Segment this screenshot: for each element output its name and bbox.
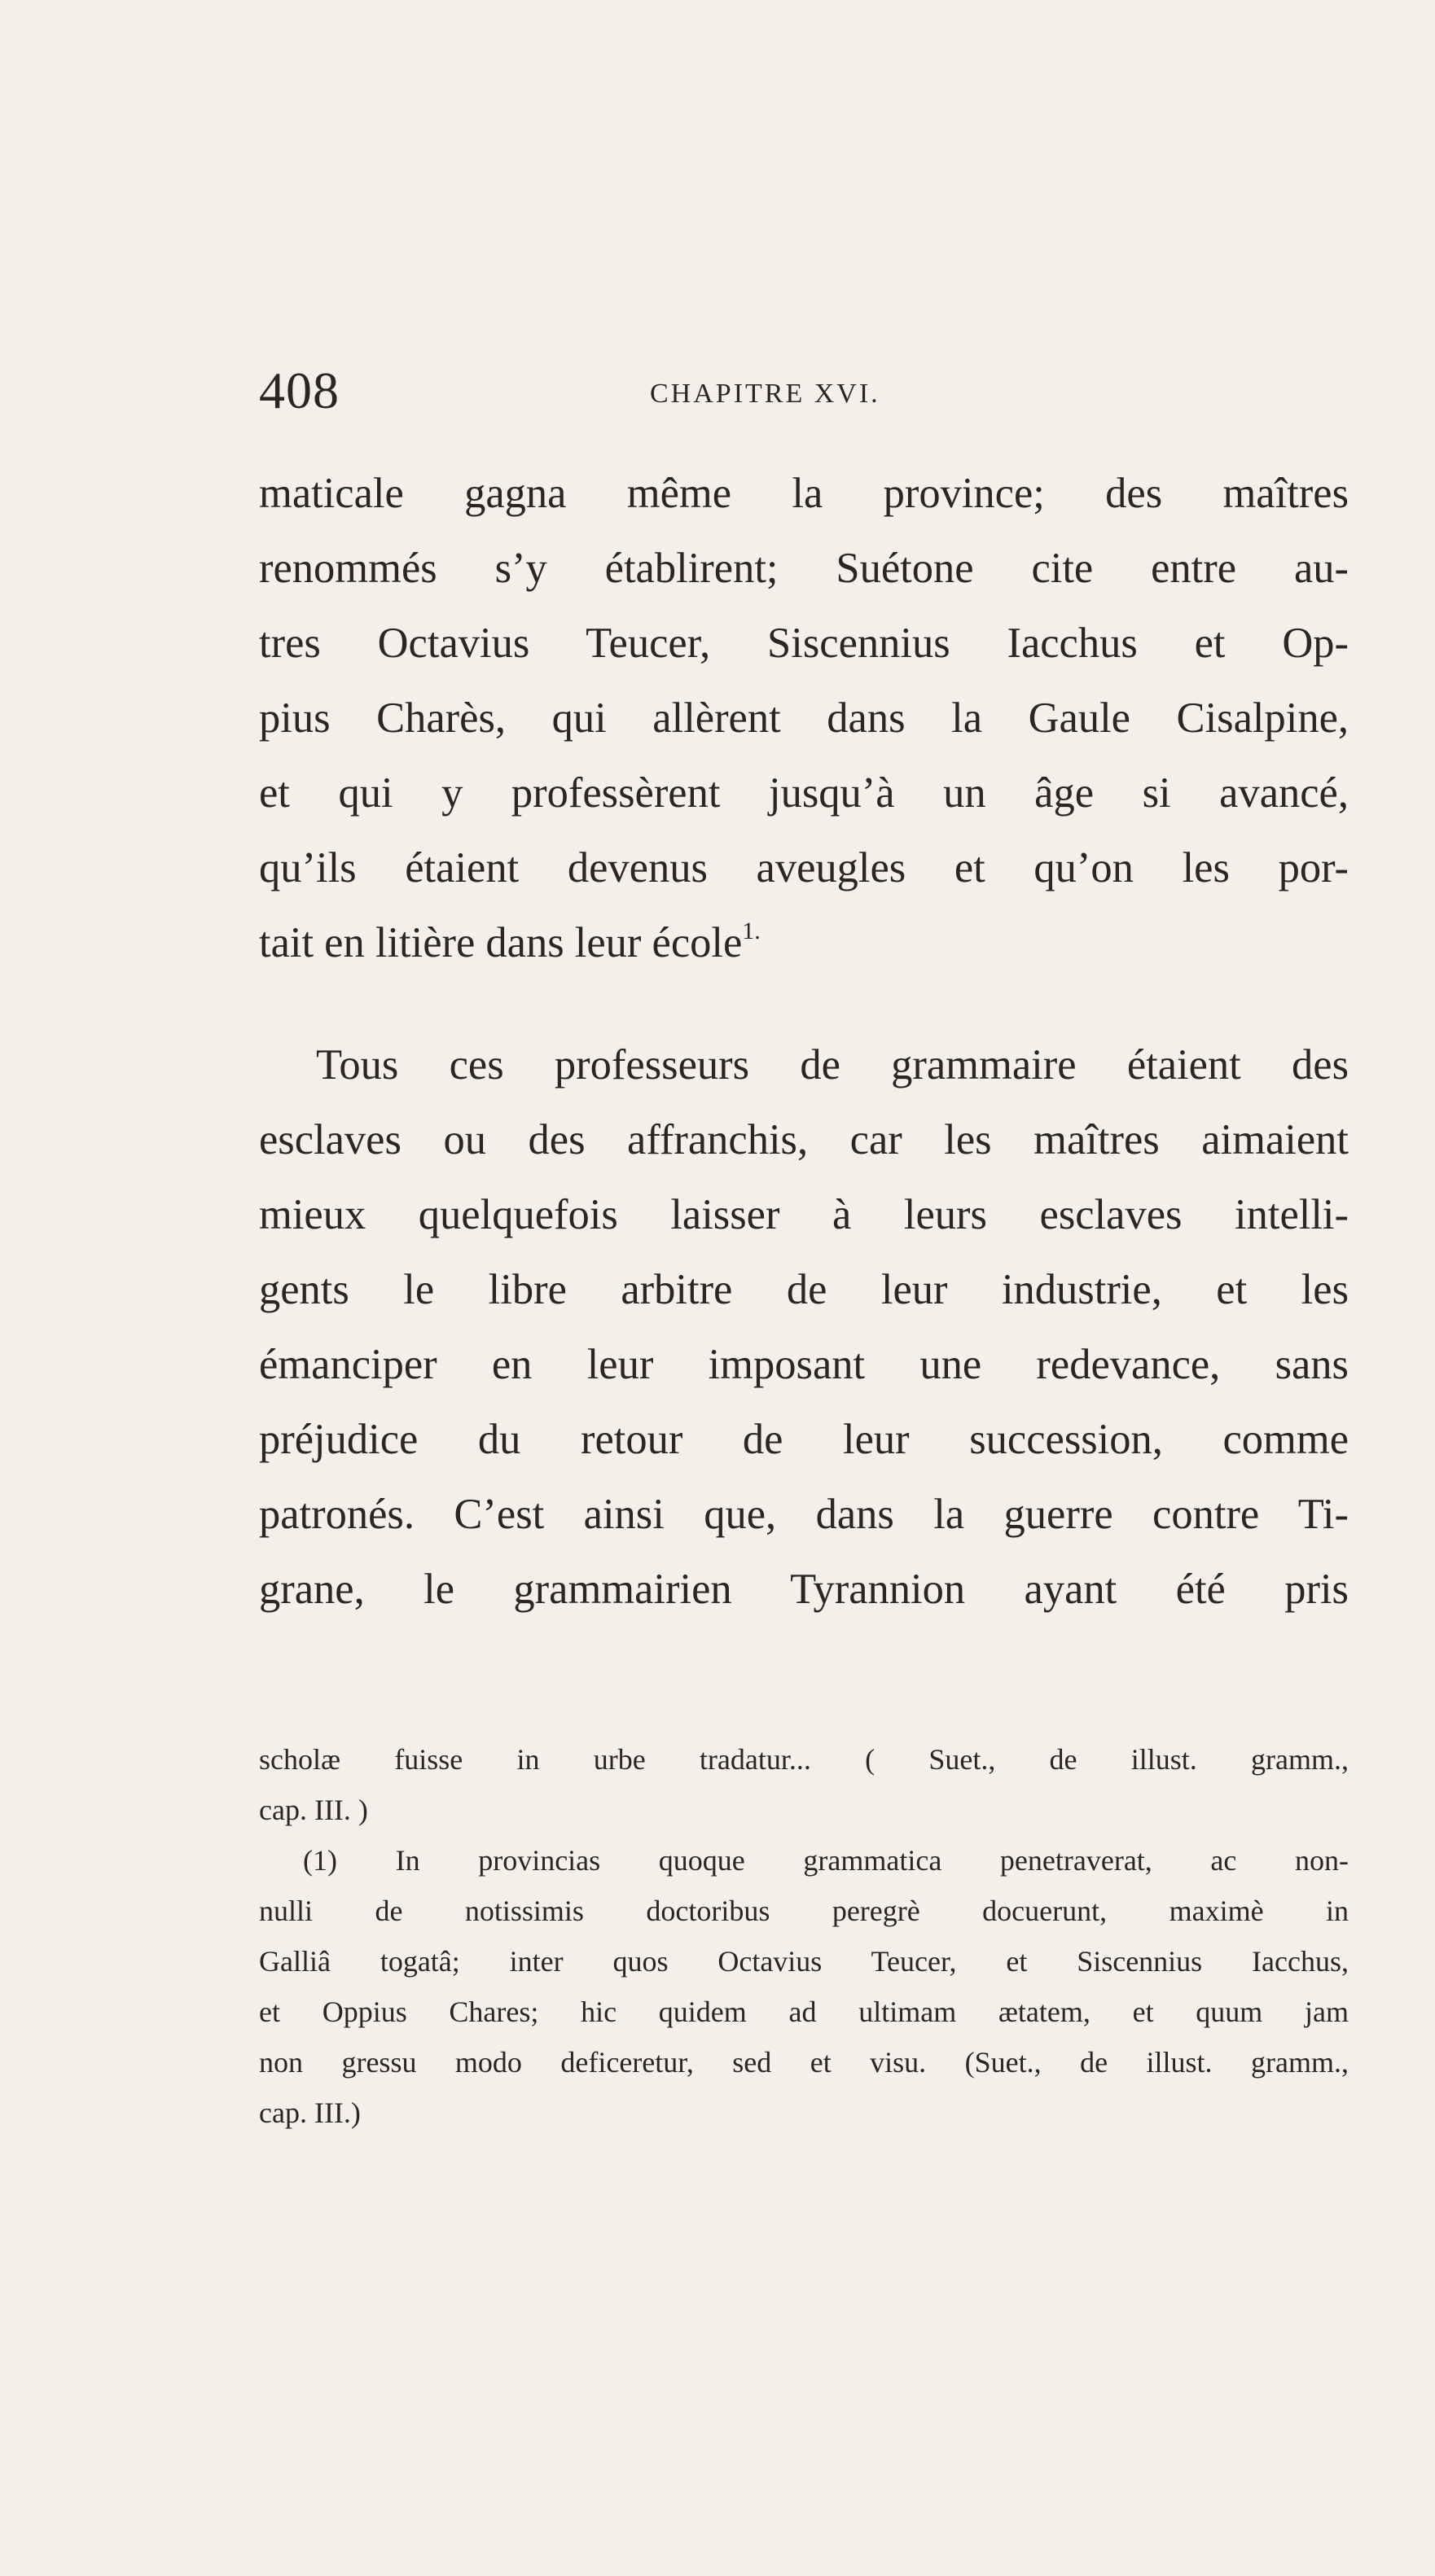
footnote-line: nulli de notissimis doctoribus peregrè docuerunt, maximè in: [259, 1895, 1349, 1927]
footnote-spacer: [259, 1627, 1349, 1734]
text-line: grane, le grammairien Tyrannion ayant été pris: [259, 1566, 1349, 1613]
text-line-content: tait en litière dans leur école: [259, 919, 743, 966]
text-line: [259, 905, 1349, 980]
footnote-1: [259, 1835, 1349, 2138]
text-line: et qui y professèrent jusqu’à un âge si avancé,: [259, 769, 1349, 817]
text-line: gents le libre arbitre de leur industrie, et les: [259, 1266, 1349, 1313]
text-line: esclaves ou des affranchis, car les maîtres aimaient: [259, 1116, 1349, 1163]
text-line: émanciper en leur imposant une redevance, sans: [259, 1341, 1349, 1388]
main-text: [259, 456, 1349, 2138]
footnote-continuation: [259, 1734, 1349, 1835]
page-header: [259, 358, 1350, 423]
text-line: renommés s’y établirent; Suétone cite entre au-: [259, 545, 1349, 592]
footnote-line: cap. III. ): [259, 1794, 368, 1826]
footnotes: [259, 1734, 1349, 2138]
footnote-line: (1) In provincias quoque grammatica penetraverat, ac non-: [303, 1844, 1349, 1877]
footnote-line: scholæ fuisse in urbe tradatur... ( Suet., de illust. gramm.,: [259, 1743, 1349, 1776]
footnote-line: Galliâ togatâ; inter quos Octavius Teucer, et Siscennius Iacchus,: [259, 1945, 1349, 1978]
footnote-line: et Oppius Chares; hic quidem ad ultimam ætatem, et quum jam: [259, 1996, 1349, 2028]
text-line: mieux quelquefois laisser à leurs esclaves intelli-: [259, 1191, 1349, 1238]
page-number: 408: [259, 361, 340, 419]
paragraph: [259, 456, 1349, 980]
footnote-line: non gressu modo deficeretur, sed et visu. (Suet., de illust. gramm.,: [259, 2046, 1349, 2079]
footnote-reference: 1.: [742, 918, 761, 944]
paragraph: [259, 1027, 1349, 1627]
text-line: qu’ils étaient devenus aveugles et qu’on les por-: [259, 844, 1349, 892]
text-line: patronés. C’est ainsi que, dans la guerre contre Ti-: [259, 1491, 1349, 1538]
text-line: pius Charès, qui allèrent dans la Gaule Cisalpine,: [259, 694, 1349, 742]
paragraph-spacer: [259, 980, 1349, 1027]
footnote-line: cap. III.): [259, 2096, 361, 2129]
text-line: maticale gagna même la province; des maîtres: [259, 470, 1349, 517]
running-head: CHAPITRE XVI.: [650, 379, 880, 409]
text-line: préjudice du retour de leur succession, comme: [259, 1416, 1349, 1463]
text-line: tres Octavius Teucer, Siscennius Iacchus et Op-: [259, 620, 1349, 667]
text-line: Tous ces professeurs de grammaire étaient des: [316, 1041, 1349, 1089]
